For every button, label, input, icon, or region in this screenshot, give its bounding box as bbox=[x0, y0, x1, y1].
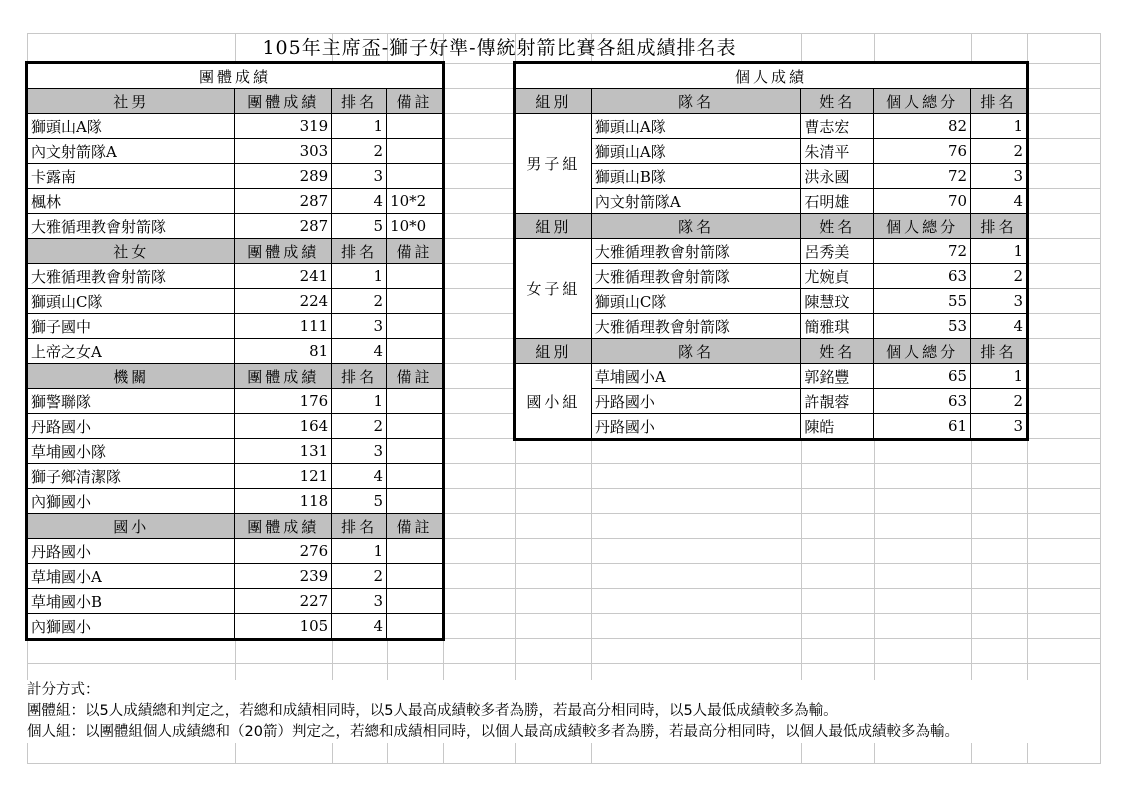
individual-row bbox=[516, 139, 1027, 164]
team-rank: 4 bbox=[332, 189, 387, 214]
team-remark bbox=[387, 139, 443, 164]
team-header-cell: 排名 bbox=[332, 514, 387, 539]
team-header-cell: 排名 bbox=[332, 239, 387, 264]
team-name: 楓林 bbox=[28, 189, 235, 214]
individual-header-cell: 姓名 bbox=[801, 89, 874, 114]
individual-team: 內文射箭隊A bbox=[591, 189, 800, 214]
individual-header-cell: 組別 bbox=[516, 214, 592, 239]
individual-header-cell: 個人總分 bbox=[874, 89, 971, 114]
team-header-cell: 排名 bbox=[332, 89, 387, 114]
team-rank: 4 bbox=[332, 614, 387, 639]
team-row bbox=[28, 289, 443, 314]
individual-score: 63 bbox=[874, 264, 971, 289]
team-header-cell: 國小 bbox=[28, 514, 235, 539]
individual-score: 72 bbox=[874, 239, 971, 264]
individual-rank: 1 bbox=[971, 114, 1027, 139]
team-score: 289 bbox=[235, 164, 332, 189]
team-rank: 1 bbox=[332, 539, 387, 564]
grid-line bbox=[27, 663, 1100, 664]
team-name: 獅子鄉清潔隊 bbox=[28, 464, 235, 489]
individual-row bbox=[516, 314, 1027, 339]
grid-line bbox=[1027, 33, 1028, 764]
team-remark bbox=[387, 414, 443, 439]
team-score: 287 bbox=[235, 214, 332, 239]
team-remark bbox=[387, 164, 443, 189]
individual-score: 82 bbox=[874, 114, 971, 139]
individual-results-table bbox=[515, 63, 1027, 439]
scoring-notes bbox=[27, 680, 1100, 743]
team-remark bbox=[387, 439, 443, 464]
team-row bbox=[28, 264, 443, 289]
team-name: 獅警聯隊 bbox=[28, 389, 235, 414]
team-score: 239 bbox=[235, 564, 332, 589]
individual-row bbox=[516, 414, 1027, 439]
individual-rank: 2 bbox=[971, 264, 1027, 289]
team-row bbox=[28, 439, 443, 464]
individual-row bbox=[516, 289, 1027, 314]
team-remark bbox=[387, 114, 443, 139]
team-score: 105 bbox=[235, 614, 332, 639]
individual-score: 63 bbox=[874, 389, 971, 414]
individual-header-cell: 排名 bbox=[971, 89, 1027, 114]
team-header-cell: 排名 bbox=[332, 364, 387, 389]
team-rank: 1 bbox=[332, 389, 387, 414]
individual-rank: 1 bbox=[971, 239, 1027, 264]
team-row bbox=[28, 389, 443, 414]
individual-section-header bbox=[516, 339, 1027, 364]
individual-score: 55 bbox=[874, 289, 971, 314]
team-remark bbox=[387, 314, 443, 339]
team-header-cell: 備註 bbox=[387, 514, 443, 539]
team-remark bbox=[387, 464, 443, 489]
individual-row bbox=[516, 239, 1027, 264]
team-remark bbox=[387, 264, 443, 289]
team-row bbox=[28, 414, 443, 439]
athlete-name: 呂秀美 bbox=[801, 239, 874, 264]
team-name: 大雅循理教會射箭隊 bbox=[28, 264, 235, 289]
group-label: 國小組 bbox=[516, 364, 592, 439]
team-name: 草埔國小A bbox=[28, 564, 235, 589]
team-section-header bbox=[28, 514, 443, 539]
team-name: 上帝之女A bbox=[28, 339, 235, 364]
individual-header-cell: 個人總分 bbox=[874, 214, 971, 239]
team-name: 內獅國小 bbox=[28, 489, 235, 514]
team-row bbox=[28, 314, 443, 339]
individual-row bbox=[516, 164, 1027, 189]
individual-team: 獅頭山B隊 bbox=[591, 164, 800, 189]
team-rank: 1 bbox=[332, 264, 387, 289]
team-header-cell: 社男 bbox=[28, 89, 235, 114]
grid-line bbox=[443, 33, 444, 764]
team-section-header bbox=[28, 239, 443, 264]
individual-score: 61 bbox=[874, 414, 971, 439]
team-rank: 3 bbox=[332, 589, 387, 614]
team-header-cell: 團體成績 bbox=[235, 514, 332, 539]
individual-header-cell: 隊名 bbox=[591, 339, 800, 364]
individual-row bbox=[516, 389, 1027, 414]
athlete-name: 朱清平 bbox=[801, 139, 874, 164]
team-name: 大雅循理教會射箭隊 bbox=[28, 214, 235, 239]
team-score: 319 bbox=[235, 114, 332, 139]
team-header-cell: 備註 bbox=[387, 89, 443, 114]
team-header-cell: 團體成績 bbox=[235, 364, 332, 389]
team-score: 276 bbox=[235, 539, 332, 564]
team-score: 176 bbox=[235, 389, 332, 414]
team-score: 121 bbox=[235, 464, 332, 489]
individual-team: 獅頭山A隊 bbox=[591, 139, 800, 164]
individual-team: 丹路國小 bbox=[591, 414, 800, 439]
athlete-name: 曹志宏 bbox=[801, 114, 874, 139]
individual-row bbox=[516, 264, 1027, 289]
team-name: 獅頭山A隊 bbox=[28, 114, 235, 139]
team-name: 獅子國中 bbox=[28, 314, 235, 339]
individual-rank: 4 bbox=[971, 189, 1027, 214]
individual-rank: 1 bbox=[971, 364, 1027, 389]
athlete-name: 許靚蓉 bbox=[801, 389, 874, 414]
team-name: 獅頭山C隊 bbox=[28, 289, 235, 314]
team-header-cell: 機關 bbox=[28, 364, 235, 389]
individual-score: 70 bbox=[874, 189, 971, 214]
group-label: 女子組 bbox=[516, 239, 592, 339]
individual-rank: 2 bbox=[971, 389, 1027, 414]
team-remark bbox=[387, 339, 443, 364]
team-row bbox=[28, 189, 443, 214]
team-remark bbox=[387, 539, 443, 564]
team-score: 241 bbox=[235, 264, 332, 289]
team-row bbox=[28, 614, 443, 639]
team-header-cell: 社女 bbox=[28, 239, 235, 264]
team-rank: 2 bbox=[332, 289, 387, 314]
team-rank: 2 bbox=[332, 139, 387, 164]
individual-team: 大雅循理教會射箭隊 bbox=[591, 314, 800, 339]
individual-team: 草埔國小A bbox=[591, 364, 800, 389]
athlete-name: 洪永國 bbox=[801, 164, 874, 189]
group-label: 男子組 bbox=[516, 114, 592, 214]
team-row bbox=[28, 489, 443, 514]
team-name: 草埔國小B bbox=[28, 589, 235, 614]
team-section-header bbox=[28, 364, 443, 389]
team-name: 草埔國小隊 bbox=[28, 439, 235, 464]
individual-rank: 3 bbox=[971, 414, 1027, 439]
individual-team: 獅頭山A隊 bbox=[591, 114, 800, 139]
athlete-name: 陳慧玟 bbox=[801, 289, 874, 314]
team-score: 111 bbox=[235, 314, 332, 339]
individual-score: 72 bbox=[874, 164, 971, 189]
team-remark bbox=[387, 589, 443, 614]
team-rank: 5 bbox=[332, 489, 387, 514]
athlete-name: 簡雅琪 bbox=[801, 314, 874, 339]
team-section-header bbox=[28, 89, 443, 114]
team-score: 131 bbox=[235, 439, 332, 464]
team-row bbox=[28, 139, 443, 164]
team-name: 內獅國小 bbox=[28, 614, 235, 639]
grid-line bbox=[27, 763, 1100, 764]
individual-rank: 3 bbox=[971, 289, 1027, 314]
team-scoring-rule: 團體組：以5人成績總和判定之，若總和成績相同時，以5人最高成績較多者為勝，若最高分相同時，以5人最低成績較多為輸。 bbox=[27, 703, 838, 719]
individual-header-cell: 組別 bbox=[516, 339, 592, 364]
team-score: 224 bbox=[235, 289, 332, 314]
individual-section-header bbox=[516, 214, 1027, 239]
team-remark: 10*0 bbox=[387, 214, 443, 239]
individual-team: 獅頭山C隊 bbox=[591, 289, 800, 314]
individual-rank: 3 bbox=[971, 164, 1027, 189]
team-remark: 10*2 bbox=[387, 189, 443, 214]
individual-header-cell: 個人總分 bbox=[874, 339, 971, 364]
individual-header-cell: 隊名 bbox=[591, 214, 800, 239]
team-rank: 4 bbox=[332, 339, 387, 364]
individual-section-header bbox=[516, 89, 1027, 114]
grid-line bbox=[1100, 33, 1101, 764]
team-row bbox=[28, 164, 443, 189]
individual-score: 65 bbox=[874, 364, 971, 389]
team-name: 內文射箭隊A bbox=[28, 139, 235, 164]
athlete-name: 陳皓 bbox=[801, 414, 874, 439]
individual-score: 76 bbox=[874, 139, 971, 164]
scoring-heading: 計分方式： bbox=[27, 682, 100, 698]
individual-header-cell: 姓名 bbox=[801, 214, 874, 239]
team-row bbox=[28, 464, 443, 489]
individual-header-cell: 隊名 bbox=[591, 89, 800, 114]
team-row bbox=[28, 114, 443, 139]
individual-scoring-rule: 個人組：以團體組個人成績總和（20箭）判定之，若總和成績相同時，以個人最高成績較多者為勝，若最高分相同時，以個人最低成績較多為輸。 bbox=[27, 724, 959, 740]
team-row bbox=[28, 539, 443, 564]
team-rank: 3 bbox=[332, 314, 387, 339]
spreadsheet bbox=[27, 33, 1100, 764]
team-score: 303 bbox=[235, 139, 332, 164]
team-score: 227 bbox=[235, 589, 332, 614]
team-header-cell: 團體成績 bbox=[235, 239, 332, 264]
team-rank: 3 bbox=[332, 439, 387, 464]
team-remark bbox=[387, 389, 443, 414]
individual-caption-row bbox=[516, 64, 1027, 89]
team-rank: 2 bbox=[332, 564, 387, 589]
team-caption-row bbox=[28, 64, 443, 89]
team-header-cell: 備註 bbox=[387, 364, 443, 389]
athlete-name: 尤婉貞 bbox=[801, 264, 874, 289]
team-score: 81 bbox=[235, 339, 332, 364]
individual-team: 丹路國小 bbox=[591, 389, 800, 414]
team-row bbox=[28, 339, 443, 364]
team-row bbox=[28, 214, 443, 239]
team-remark bbox=[387, 564, 443, 589]
athlete-name: 郭銘豐 bbox=[801, 364, 874, 389]
individual-header-cell: 組別 bbox=[516, 89, 592, 114]
team-header-cell: 備註 bbox=[387, 239, 443, 264]
team-remark bbox=[387, 289, 443, 314]
individual-header-cell: 排名 bbox=[971, 339, 1027, 364]
team-score: 118 bbox=[235, 489, 332, 514]
individual-header-cell: 姓名 bbox=[801, 339, 874, 364]
page-title: 105年主席盃-獅子好準-傳統射箭比賽各組成績排名表 bbox=[262, 37, 737, 59]
team-name: 丹路國小 bbox=[28, 414, 235, 439]
team-results-table bbox=[27, 63, 443, 639]
individual-row bbox=[516, 114, 1027, 139]
individual-rank: 4 bbox=[971, 314, 1027, 339]
team-remark bbox=[387, 489, 443, 514]
team-rank: 2 bbox=[332, 414, 387, 439]
team-rank: 1 bbox=[332, 114, 387, 139]
team-rank: 4 bbox=[332, 464, 387, 489]
team-rank: 5 bbox=[332, 214, 387, 239]
individual-row bbox=[516, 189, 1027, 214]
individual-row bbox=[516, 364, 1027, 389]
individual-score: 53 bbox=[874, 314, 971, 339]
team-name: 丹路國小 bbox=[28, 539, 235, 564]
individual-team: 大雅循理教會射箭隊 bbox=[591, 239, 800, 264]
team-row bbox=[28, 589, 443, 614]
individual-team: 大雅循理教會射箭隊 bbox=[591, 264, 800, 289]
team-row bbox=[28, 564, 443, 589]
individual-rank: 2 bbox=[971, 139, 1027, 164]
team-score: 287 bbox=[235, 189, 332, 214]
team-score: 164 bbox=[235, 414, 332, 439]
team-remark bbox=[387, 614, 443, 639]
team-header-cell: 團體成績 bbox=[235, 89, 332, 114]
individual-caption: 個人成績 bbox=[516, 64, 1027, 89]
team-name: 卡露南 bbox=[28, 164, 235, 189]
athlete-name: 石明雄 bbox=[801, 189, 874, 214]
individual-header-cell: 排名 bbox=[971, 214, 1027, 239]
team-caption: 團體成績 bbox=[28, 64, 443, 89]
team-rank: 3 bbox=[332, 164, 387, 189]
